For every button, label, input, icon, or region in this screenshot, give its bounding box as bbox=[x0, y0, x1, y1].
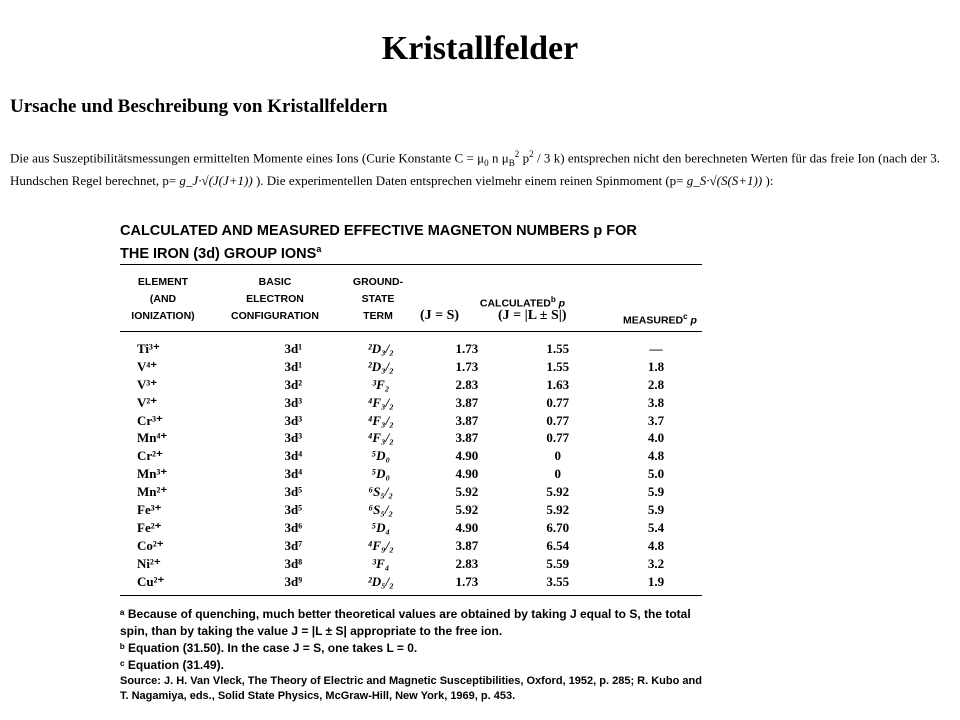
square-superscript-2: 2 bbox=[529, 149, 534, 159]
para-text-3: p bbox=[519, 150, 530, 166]
table-row bbox=[137, 447, 710, 465]
col-ground-l2: STATE bbox=[361, 293, 395, 305]
cell-jls: 1.55 bbox=[546, 358, 570, 374]
cell-js: 3.87 bbox=[455, 412, 479, 428]
cell-jls: 6.70 bbox=[546, 519, 570, 535]
cell-jls: 5.92 bbox=[546, 501, 570, 517]
cell-js: 3.87 bbox=[455, 537, 479, 553]
cell-jls: 0.77 bbox=[546, 412, 570, 428]
cell-js: 5.92 bbox=[455, 484, 479, 500]
cell-config: 3d³ bbox=[284, 394, 303, 410]
col-measured-label: MEASURED bbox=[623, 314, 684, 327]
para-text-5: ). Die experimentellen Daten entsprechen vielmehr einem reinen Spinmoment (p= bbox=[255, 172, 684, 188]
col-calculated-label: CALCULATED bbox=[479, 297, 551, 310]
col-element-l3: IONIZATION) bbox=[131, 310, 195, 322]
mu-subscript: 0 bbox=[484, 157, 489, 168]
muB-subscript: B bbox=[508, 157, 515, 168]
cell-measured: 5.0 bbox=[647, 466, 665, 482]
cell-jls: 1.63 bbox=[546, 376, 570, 392]
table-row bbox=[137, 376, 710, 394]
cell-js: 1.73 bbox=[455, 358, 479, 374]
cell-term: ⁴F₃/₂ bbox=[367, 412, 394, 428]
cell-measured: 1.9 bbox=[647, 573, 665, 589]
cell-element: Ni²⁺ bbox=[137, 555, 161, 571]
col-measured-header bbox=[610, 308, 710, 330]
table-row bbox=[137, 519, 710, 537]
table-row bbox=[137, 555, 710, 573]
table-row bbox=[137, 358, 710, 376]
cell-element: Mn⁴⁺ bbox=[137, 430, 168, 446]
cell-measured: 3.2 bbox=[647, 555, 665, 571]
footnotes bbox=[120, 606, 705, 704]
cell-measured: 5.9 bbox=[647, 484, 665, 500]
col-config-l3: CONFIGURATION bbox=[231, 310, 319, 322]
cell-jls: 5.92 bbox=[546, 484, 570, 500]
bottom-rule bbox=[120, 595, 702, 596]
cell-term: ⁵D₄ bbox=[371, 519, 391, 535]
cell-config: 3d⁴ bbox=[284, 448, 303, 464]
cell-element: Fe³⁺ bbox=[137, 501, 162, 517]
cell-measured: 4.8 bbox=[647, 537, 665, 553]
cell-element: Ti³⁺ bbox=[137, 340, 160, 356]
cell-js: 3.87 bbox=[455, 430, 479, 446]
cell-config: 3d³ bbox=[284, 412, 303, 428]
para-text-2: n μ bbox=[488, 150, 509, 166]
intro-paragraph bbox=[10, 146, 940, 189]
cell-element: Cr²⁺ bbox=[137, 448, 163, 464]
cell-js: 4.90 bbox=[455, 466, 479, 482]
cell-term: ²D₃/₂ bbox=[367, 358, 394, 374]
cell-element: V³⁺ bbox=[137, 376, 158, 392]
cell-config: 3d⁹ bbox=[284, 573, 303, 589]
table-row bbox=[137, 537, 710, 555]
cell-jls: 3.55 bbox=[546, 573, 570, 589]
cell-measured: 3.7 bbox=[647, 412, 665, 428]
table-row bbox=[137, 340, 710, 358]
cell-config: 3d⁸ bbox=[284, 555, 303, 571]
cell-config: 3d¹ bbox=[284, 358, 303, 374]
cell-jls: 0.77 bbox=[546, 430, 570, 446]
cell-element: V⁴⁺ bbox=[137, 358, 158, 374]
cell-measured: — bbox=[649, 340, 663, 356]
cell-term: ⁴F₉/₂ bbox=[367, 537, 394, 553]
col-config-header bbox=[215, 274, 335, 325]
col-config-l2: ELECTRON bbox=[246, 293, 304, 305]
cell-config: 3d² bbox=[284, 376, 303, 392]
cell-element: Co²⁺ bbox=[137, 537, 164, 553]
footnote-a: ᵃ Because of quenching, much better theoretical values are obtained by taking J equal to S, the total spin, than by taking the value J = |L ± S| appropriate to the free ion. bbox=[120, 607, 691, 638]
col-element-header bbox=[117, 274, 209, 325]
cell-measured: 5.4 bbox=[647, 519, 665, 535]
cell-measured: 4.0 bbox=[647, 430, 665, 446]
cell-term: ²D₃/₂ bbox=[367, 340, 394, 356]
table-row bbox=[137, 465, 710, 483]
col-config-l1: BASIC bbox=[258, 276, 292, 288]
header-rule bbox=[120, 331, 702, 332]
cell-js: 3.87 bbox=[455, 394, 479, 410]
cell-jls: 5.59 bbox=[546, 555, 570, 571]
cell-config: 3d⁵ bbox=[284, 484, 303, 500]
cell-element: Cu²⁺ bbox=[137, 573, 165, 589]
col-calc-js: (J = S) bbox=[420, 308, 460, 323]
col-ground-l3: TERM bbox=[363, 310, 393, 322]
cell-jls: 6.54 bbox=[546, 537, 570, 553]
col-calculated-note: b bbox=[550, 295, 556, 304]
cell-element: Cr³⁺ bbox=[137, 412, 163, 428]
cell-term: ³F₄ bbox=[372, 555, 390, 571]
col-calc-jls: (J = |L ± S|) bbox=[498, 308, 567, 323]
cell-measured: 1.8 bbox=[647, 358, 665, 374]
formula-gj: g_J·√(J(J+1)) bbox=[179, 172, 253, 188]
table-heading-line1: CALCULATED AND MEASURED EFFECTIVE MAGNETON NUMBERS p FOR bbox=[120, 223, 637, 239]
cell-term: ⁶S₅/₂ bbox=[368, 501, 394, 517]
cell-config: 3d⁷ bbox=[284, 537, 303, 553]
source-note: Source: J. H. Van Vleck, The Theory of Electric and Magnetic Susceptibilities, Oxford, 1952, p. 285; R. Kubo and T. Nagamiya, eds., Solid State Physics, McGraw-Hill, New York, 1969, p. 453. bbox=[120, 675, 702, 702]
cell-js: 2.83 bbox=[455, 555, 479, 571]
col-ground-l1: GROUND- bbox=[352, 276, 404, 288]
table-row bbox=[137, 429, 710, 447]
footnote-c: ᶜ Equation (31.49). bbox=[120, 658, 224, 672]
square-superscript-1: 2 bbox=[514, 149, 520, 159]
col-calculated-p: p bbox=[558, 297, 566, 310]
cell-element: Mn³⁺ bbox=[137, 466, 168, 482]
page-title: Kristallfelder bbox=[381, 30, 579, 67]
cell-element: V²⁺ bbox=[137, 394, 158, 410]
cell-jls: 0 bbox=[554, 448, 562, 464]
cell-term: ⁴F₃/₂ bbox=[367, 430, 394, 446]
cell-jls: 1.55 bbox=[546, 340, 570, 356]
cell-js: 1.73 bbox=[455, 573, 479, 589]
cell-js: 4.90 bbox=[455, 519, 479, 535]
col-element-l2: (AND bbox=[149, 293, 177, 305]
cell-js: 2.83 bbox=[455, 376, 479, 392]
cell-config: 3d⁴ bbox=[284, 466, 303, 482]
cell-term: ⁵D₀ bbox=[371, 448, 391, 464]
cell-element: Fe²⁺ bbox=[137, 519, 162, 535]
col-ground-header bbox=[343, 274, 413, 325]
cell-config: 3d³ bbox=[284, 430, 303, 446]
table-row bbox=[137, 573, 710, 591]
section-heading: Ursache und Beschreibung von Kristallfeldern bbox=[10, 96, 388, 117]
cell-jls: 0.77 bbox=[546, 394, 570, 410]
table-row bbox=[137, 394, 710, 412]
cell-js: 4.90 bbox=[455, 448, 479, 464]
table-heading bbox=[120, 222, 637, 263]
top-rule bbox=[120, 264, 702, 265]
footnote-b: ᵇ Equation (31.50). In the case J = S, one takes L = 0. bbox=[120, 641, 418, 655]
cell-config: 3d⁶ bbox=[284, 519, 303, 535]
cell-term: ⁴F₃/₂ bbox=[367, 394, 394, 410]
cell-js: 1.73 bbox=[455, 340, 479, 356]
cell-measured: 3.8 bbox=[647, 394, 665, 410]
cell-measured: 2.8 bbox=[647, 376, 665, 392]
para-text-1: Die aus Suszeptibilitätsmessungen ermittelten Momente eines Ions (Curie Konstante C = μ bbox=[10, 150, 485, 166]
cell-jls: 0 bbox=[554, 466, 562, 482]
table-row bbox=[137, 412, 710, 430]
col-element-l1: ELEMENT bbox=[137, 276, 189, 288]
table-heading-note: a bbox=[316, 244, 322, 254]
col-measured-note: c bbox=[683, 312, 688, 321]
scanned-table bbox=[115, 218, 710, 718]
table-row bbox=[137, 483, 710, 501]
cell-measured: 5.9 bbox=[647, 501, 665, 517]
para-text-4: / 3 k) entsprechen nicht den berechneten Werten für das freie Ion (nach der 3. Hundschen Regel berechnet, p= bbox=[10, 150, 940, 188]
col-measured-p: p bbox=[690, 314, 697, 327]
para-text-6: ): bbox=[765, 172, 774, 188]
cell-element: Mn²⁺ bbox=[137, 484, 168, 500]
formula-gs: g_S·√(S(S+1)) bbox=[686, 172, 763, 188]
cell-config: 3d¹ bbox=[284, 340, 303, 356]
cell-measured: 4.8 bbox=[647, 448, 665, 464]
cell-term: ⁶S₅/₂ bbox=[368, 484, 394, 500]
table-heading-line2: THE IRON (3d) GROUP IONS bbox=[120, 245, 317, 262]
cell-term: ⁵D₀ bbox=[371, 466, 391, 482]
cell-js: 5.92 bbox=[455, 501, 479, 517]
cell-term: ³F₂ bbox=[372, 376, 390, 392]
cell-config: 3d⁵ bbox=[284, 501, 303, 517]
cell-term: ²D₅/₂ bbox=[367, 573, 394, 589]
magneton-table bbox=[137, 340, 710, 590]
table-row bbox=[137, 501, 710, 519]
